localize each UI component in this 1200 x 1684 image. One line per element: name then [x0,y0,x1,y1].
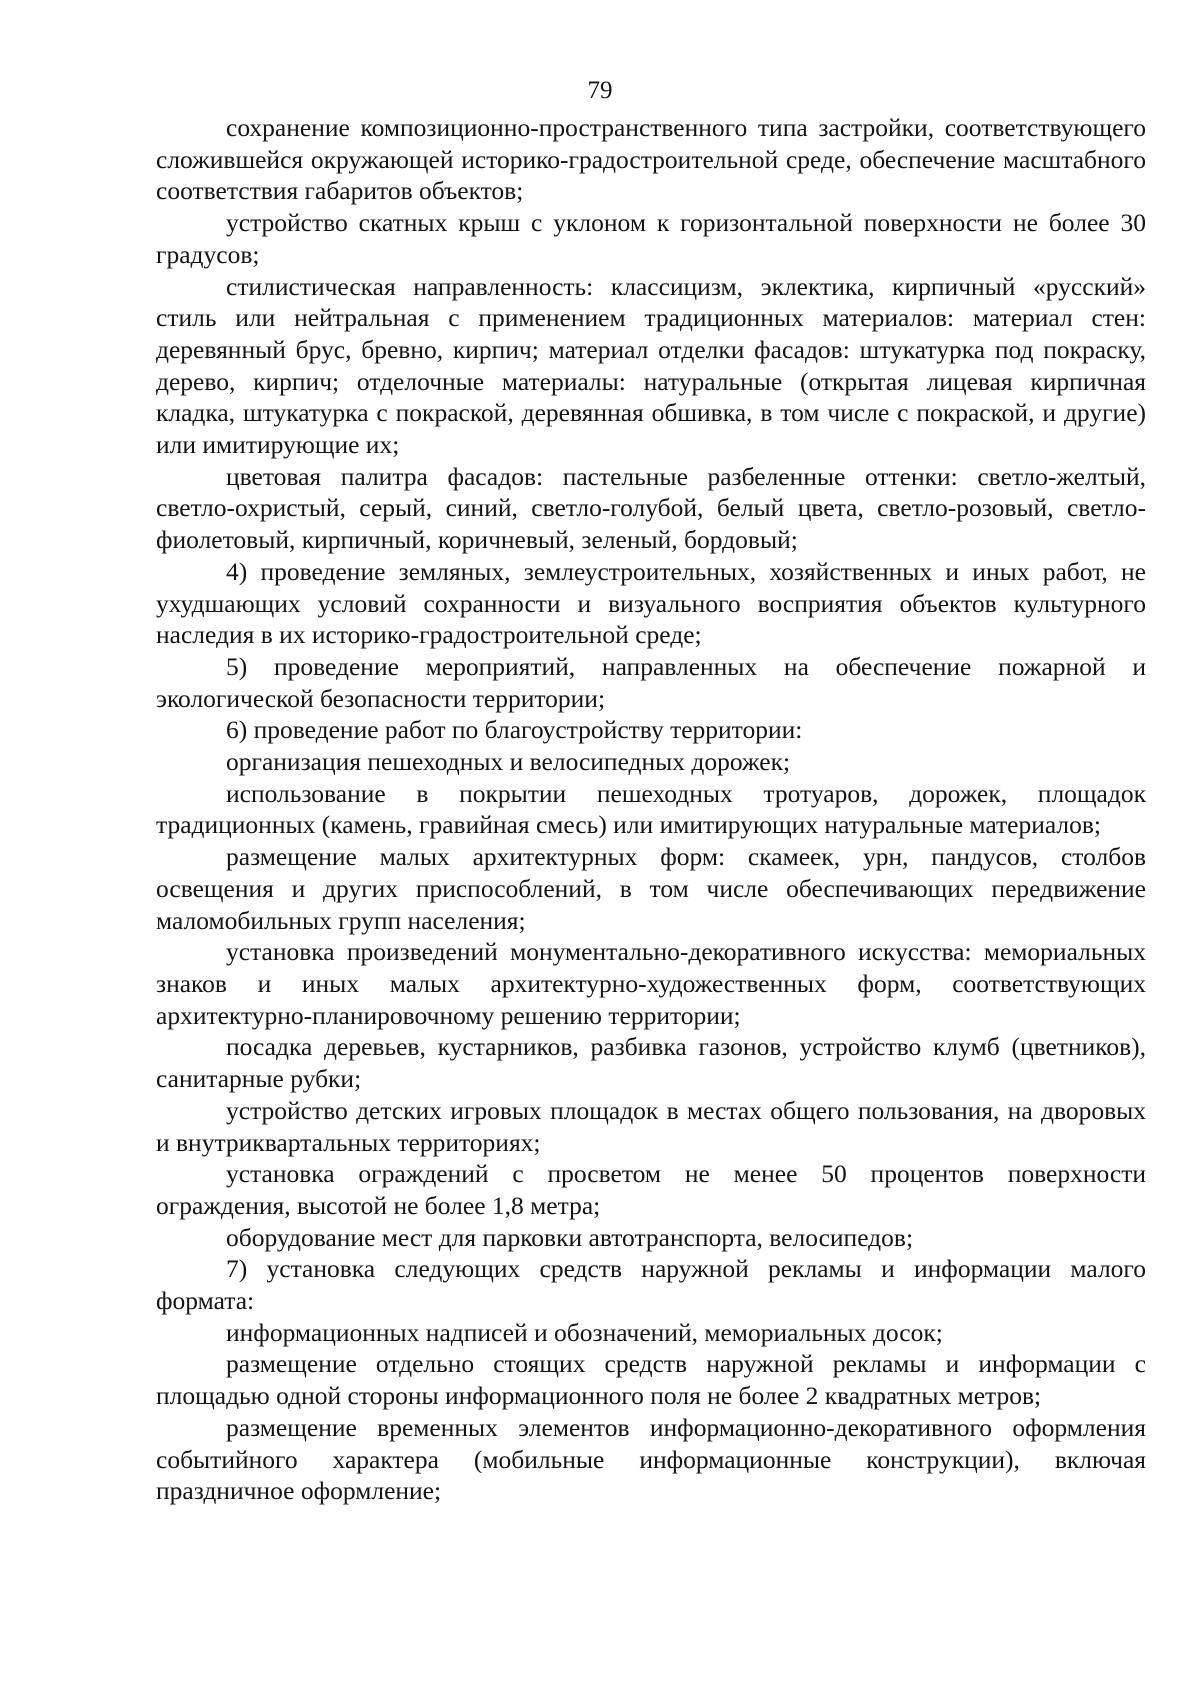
paragraph: 7) установка следующих средств наружной рекламы и информации малого формата: [156,1254,1146,1316]
paragraph: размещение малых архитектурных форм: скамеек, урн, пандусов, столбов освещения и других приспособлений, в том числе обеспечивающих передвижение маломобильных групп населения; [156,842,1146,935]
paragraph: 6) проведение работ по благоустройству территории: [226,715,803,745]
paragraph: стилистическая направленность: классицизм, эклектика, кирпичный «русский» стиль или нейтральная с применением традиционных материалов: материал стен: деревянный брус, бревно, кирпич; материал отделки фасадов: штукатурка под покраску, дерево, кирпич; отделочные материалы: натуральные (открытая лицевая кирпичная кладка, штукатурка с покраской, деревянная обшивка, в том числе с покраской, и другие) или имитирующие их; [156,271,1146,460]
paragraph: использование в покрытии пешеходных тротуаров, дорожек, площадок традиционных (камень, гравийная смесь) или имитирующих натуральные материалов; [156,778,1146,840]
paragraph: посадка деревьев, кустарников, разбивка газонов, устройство клумб (цветников), санитарные рубки; [156,1032,1146,1094]
paragraph: 4) проведение земляных, землеустроительных, хозяйственных и иных работ, не ухудшающих условий сохранности и визуального восприятия объектов культурного наследия в их историко-градостроительной среде; [156,556,1146,650]
paragraph: сохранение композиционно-пространственного типа застройки, соответствующего сложившейся окружающей историко-градостроительной среде, обеспечение масштабного соответствия габаритов объектов; [156,113,1146,206]
paragraph: устройство скатных крыш с уклоном к горизонтальной поверхности не более 30 градусов; [156,208,1146,269]
document-body [156,112,1146,1507]
paragraph: цветовая палитра фасадов: пастельные разбеленные оттенки: светло-желтый, светло-охристый, серый, синий, светло-голубой, белый цвета, светло-розовый, светло-фиолетовый, кирпичный, коричневый, зеленый, бордовый; [156,461,1146,555]
paragraph: установка ограждений с просветом не менее 50 процентов поверхности ограждения, высотой не более 1,8 метра; [156,1159,1146,1220]
paragraph: устройство детских игровых площадок в местах общего пользования, на дворовых и внутриквартальных территориях; [156,1095,1146,1157]
paragraph: организация пешеходных и велосипедных дорожек; [226,747,791,777]
paragraph: информационных надписей и обозначений, мемориальных досок; [226,1317,943,1347]
paragraph: 5) проведение мероприятий, направленных на обеспечение пожарной и экологической безопасности территории; [156,651,1146,713]
paragraph: установка произведений монументально-декоративного искусства: мемориальных знаков и иных малых архитектурно-художественных форм, соответствующих архитектурно-планировочному решению территории; [156,937,1146,1030]
paragraph: размещение отдельно стоящих средств наружной рекламы и информации с площадью одной стороны информационного поля не более 2 квадратных метров; [156,1349,1146,1411]
paragraph: размещение временных элементов информационно-декоративного оформления событийного характера (мобильные информационные конструкции), включая праздничное оформление; [156,1412,1146,1506]
paragraph: оборудование мест для парковки автотранспорта, велосипедов; [226,1222,914,1252]
page-number: 79 [587,77,613,104]
